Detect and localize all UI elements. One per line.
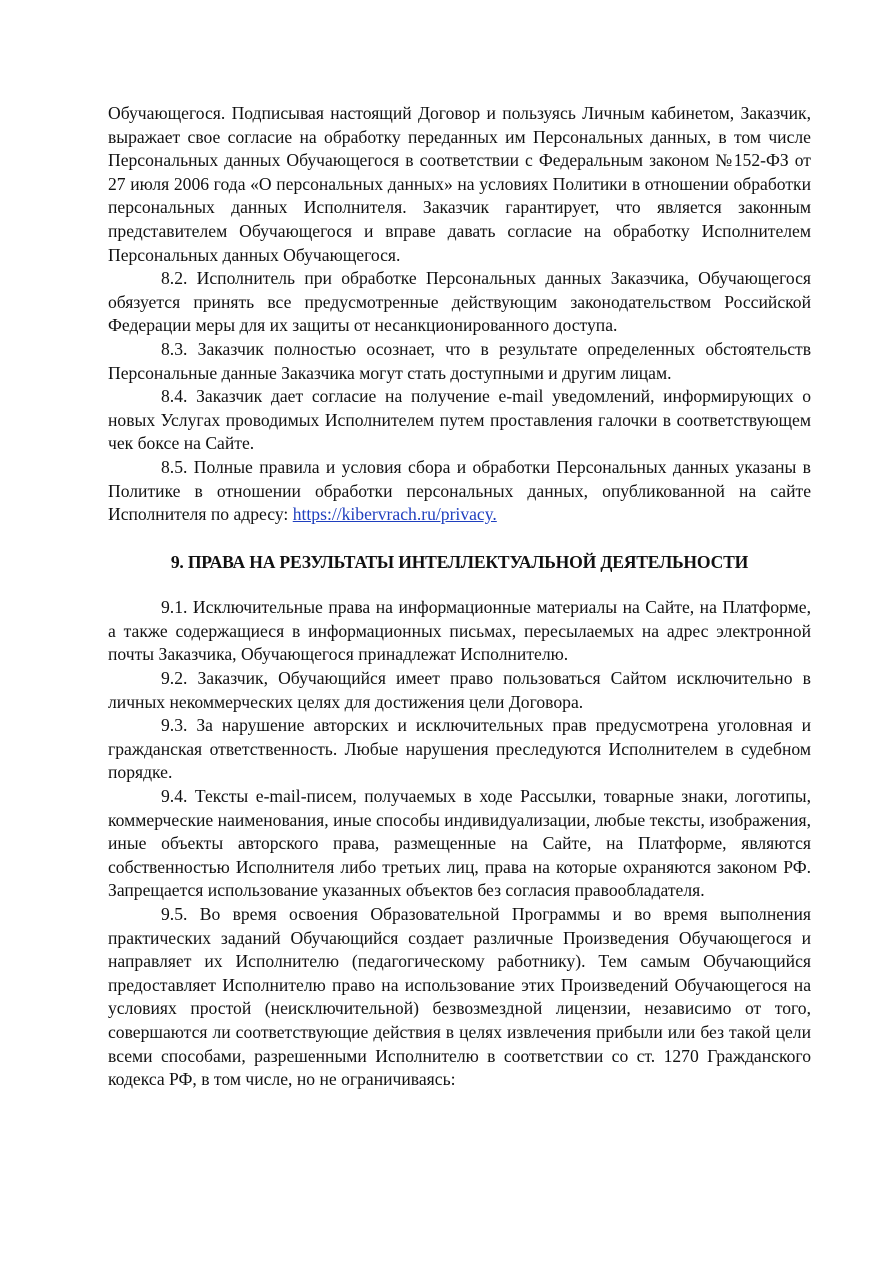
- clause-text: Полные правила и условия сбора и обработки Персональных данных указаны в Политике в отношении обработки персональных данных, опубликованной на сайте Исполнителя по адресу:: [108, 456, 811, 525]
- clause-8-4: [108, 385, 811, 456]
- clause-text: Заказчик, Обучающийся имеет право пользоваться Сайтом исключительно в личных некоммерческих целях для достижения цели Договора.: [108, 668, 811, 712]
- clause-text: Заказчик полностью осознает, что в результате определенных обстоятельств Персональные данные Заказчика могут стать доступными и другим лицам.: [108, 338, 811, 383]
- clause-text: Тексты e-mail-писем, получаемых в ходе Рассылки, товарные знаки, логотипы, коммерческие наименования, иные способы индивидуализации, любые тексты, изображения, иные объекты авторского права, размещенные на Сайте, на Платформе, являются собственностью Исполнителя либо третьих лиц, права на которые охраняются законом РФ. Запрещается использование указанных объектов без согласия правообладателя.: [108, 786, 811, 901]
- clause-8-3: [108, 338, 811, 385]
- clause-text: Заказчик дает согласие на получение e-mail уведомлений, информирующих о новых Услугах проводимых Исполнителем путем проставления галочки в соответствующем чек боксе на Сайте.: [108, 386, 811, 454]
- clause-number: 8.3.: [161, 338, 188, 359]
- document-page: [108, 102, 811, 1092]
- clause-number: 9.2.: [161, 668, 188, 689]
- clause-text: За нарушение авторских и исключительных прав предусмотрена уголовная и гражданская ответственность. Любые нарушения преследуются Исполнителем в судебном порядке.: [108, 715, 812, 783]
- clause-9-5: [108, 903, 811, 1092]
- clause-number: 9.5.: [161, 904, 188, 924]
- section-9-heading: 9. ПРАВА НА РЕЗУЛЬТАТЫ ИНТЕЛЛЕКТУАЛЬНОЙ ДЕЯТЕЛЬНОСТИ: [170, 551, 749, 572]
- clause-number: 9.4.: [161, 786, 188, 807]
- clause-8-5: [108, 456, 811, 527]
- paragraph-8-1-continuation: Обучающегося. Подписывая настоящий Договор и пользуясь Личным кабинетом, Заказчик, выражает свое согласие на обработку переданных им Персональных данных, в том числе Персональных данных Обучающегося в соответствии с Федеральным законом №152-ФЗ от 27 июля 2006 года «О персональных данных» на условиях Политики в отношении обработки персональных данных Исполнителя. Заказчик гарантирует, что является законным представителем Обучающегося и вправе давать согласие на обработку Исполнителем Персональных данных Обучающегося.: [108, 103, 811, 265]
- clause-9-3: [108, 714, 811, 785]
- clause-text: Исполнитель при обработке Персональных данных Заказчика, Обучающегося обязуется принять все предусмотренные действующим законодательством Российской Федерации меры для их защиты от несанкционированного доступа.: [108, 268, 811, 336]
- clause-number: 9.1.: [161, 597, 188, 618]
- clause-9-1: [108, 596, 811, 667]
- privacy-policy-link[interactable]: https://kibervrach.ru/privacy.: [292, 504, 497, 525]
- clause-8-2: [108, 267, 811, 338]
- clause-number: 8.2.: [161, 268, 188, 289]
- clause-9-4: [108, 785, 811, 903]
- clause-number: 8.4.: [161, 386, 188, 407]
- clause-9-2: [108, 667, 811, 714]
- clause-text: Исключительные права на информационные материалы на Сайте, на Платформе, а также содержащиеся в информационных письмах, пересылаемых на адрес электронной почты Заказчика, Обучающегося принадлежат Исполнителю.: [108, 597, 811, 665]
- clause-text: Во время освоения Образовательной Программы и во время выполнения практических заданий Обучающийся создает различные Произведения Обучающегося и направляет их Исполнителю (педагогическому работнику). Тем самым Обучающийся предоставляет Исполнителю право на использование этих Произведений Обучающегося на условиях простой (неисключительной) безвозмездной лицензии, независимо от того, совершаются ли соответствующие действия в целях извлечения прибыли или без такой цели всеми способами, разрешенными Исполнителю в соответствии со ст. 1270 Гражданского кодекса РФ, в том числе, но не ограничиваясь:: [108, 904, 811, 1090]
- clause-number: 9.3.: [161, 715, 188, 736]
- clause-number: 8.5.: [161, 456, 188, 477]
